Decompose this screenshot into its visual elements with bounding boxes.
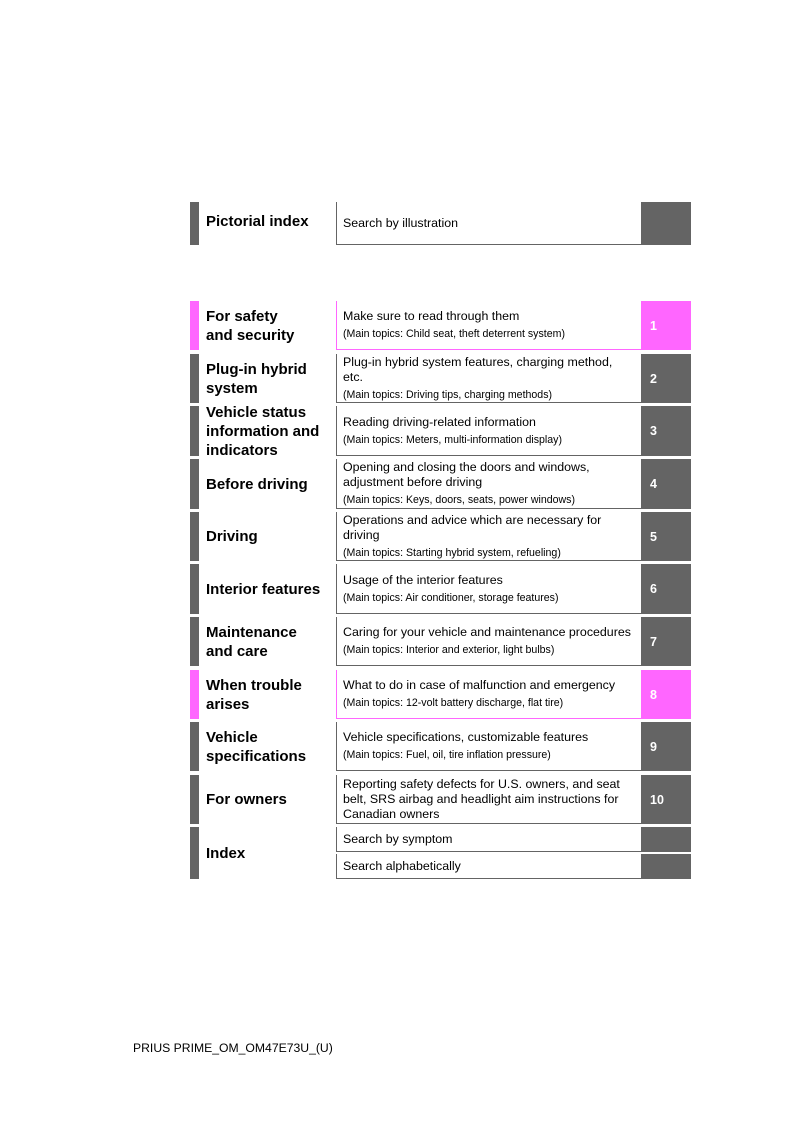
section-marker: [190, 827, 199, 879]
chapter-tab[interactable]: 5: [641, 512, 691, 561]
section-title: Plug-in hybrid system: [206, 360, 307, 397]
chapter-tab[interactable]: 10: [641, 775, 691, 824]
section-row[interactable]: [190, 459, 691, 509]
index-search-by-symptom[interactable]: [336, 827, 691, 852]
section-row[interactable]: [190, 617, 691, 666]
section-description: Caring for your vehicle and maintenance procedures (Main topics: Interior and exterior, light bulbs): [336, 617, 641, 666]
section-title: Maintenance and care: [206, 623, 297, 660]
index-tab[interactable]: [641, 854, 691, 879]
section-description: What to do in case of malfunction and emergency (Main topics: 12-volt battery discharge, flat tire): [336, 670, 641, 719]
pictorial-index-row[interactable]: [190, 202, 691, 245]
section-description: Vehicle specifications, customizable features (Main topics: Fuel, oil, tire inflation pressure): [336, 722, 641, 771]
index-item-label: Search alphabetically: [336, 854, 641, 879]
section-marker: [190, 775, 199, 824]
section-row[interactable]: [190, 403, 691, 459]
section-marker: [190, 564, 199, 614]
pictorial-index-tab[interactable]: [641, 202, 691, 245]
section-description: Reporting safety defects for U.S. owners, and seat belt, SRS airbag and headlight aim instructions for Canadian owners: [336, 775, 641, 824]
chapter-tab[interactable]: 2: [641, 354, 691, 403]
pictorial-index-description: Search by illustration: [336, 202, 641, 245]
section-marker: [190, 459, 199, 509]
section-marker: [190, 617, 199, 666]
section-description: Reading driving-related information (Main topics: Meters, multi-information display): [336, 406, 641, 456]
chapter-tab[interactable]: 7: [641, 617, 691, 666]
index-row: [190, 827, 691, 879]
section-row[interactable]: [190, 670, 691, 719]
section-marker: [190, 354, 199, 403]
index-search-alphabetically[interactable]: [336, 854, 691, 879]
index-title: Index: [206, 844, 246, 862]
section-title: For owners: [206, 791, 287, 808]
section-marker: [190, 301, 199, 350]
section-row[interactable]: [190, 722, 691, 771]
section-description: Usage of the interior features (Main topics: Air conditioner, storage features): [336, 564, 641, 614]
section-description: Opening and closing the doors and windows, adjustment before driving (Main topics: Keys, doors, seats, power windows): [336, 459, 641, 509]
index-item-label: Search by symptom: [336, 827, 641, 852]
section-title: Before driving: [206, 475, 308, 493]
section-description: Plug-in hybrid system features, charging method, etc. (Main topics: Driving tips, charging methods): [336, 354, 641, 403]
section-title: Driving: [206, 528, 258, 545]
section-title: For safety and security: [206, 307, 295, 344]
section-marker: [190, 512, 199, 561]
section-row[interactable]: [190, 512, 691, 561]
chapter-tab[interactable]: 4: [641, 459, 691, 509]
pictorial-index-title: Pictorial index: [206, 213, 309, 230]
section-title: Vehicle specifications: [206, 728, 307, 765]
section-row[interactable]: [190, 354, 691, 403]
section-description: Operations and advice which are necessary for driving (Main topics: Starting hybrid system, refueling): [336, 512, 641, 561]
chapter-tab[interactable]: 6: [641, 564, 691, 614]
section-title: Vehicle status information and indicators: [206, 403, 320, 459]
chapter-tab[interactable]: 9: [641, 722, 691, 771]
section-marker: [190, 722, 199, 771]
section-description: Make sure to read through them (Main topics: Child seat, theft deterrent system): [336, 301, 641, 350]
document-code: PRIUS PRIME_OM_OM47E73U_(U): [133, 1041, 333, 1055]
section-marker: [190, 202, 199, 245]
section-title: When trouble arises: [206, 676, 302, 713]
chapter-tab[interactable]: 3: [641, 406, 691, 456]
index-tab[interactable]: [641, 827, 691, 852]
section-title: Interior features: [206, 580, 321, 598]
section-row[interactable]: [190, 564, 691, 614]
section-row[interactable]: [190, 301, 691, 350]
section-row[interactable]: [190, 775, 691, 824]
chapter-tab[interactable]: 1: [641, 301, 691, 350]
section-marker: [190, 406, 199, 456]
section-marker: [190, 670, 199, 719]
chapter-tab[interactable]: 8: [641, 670, 691, 719]
